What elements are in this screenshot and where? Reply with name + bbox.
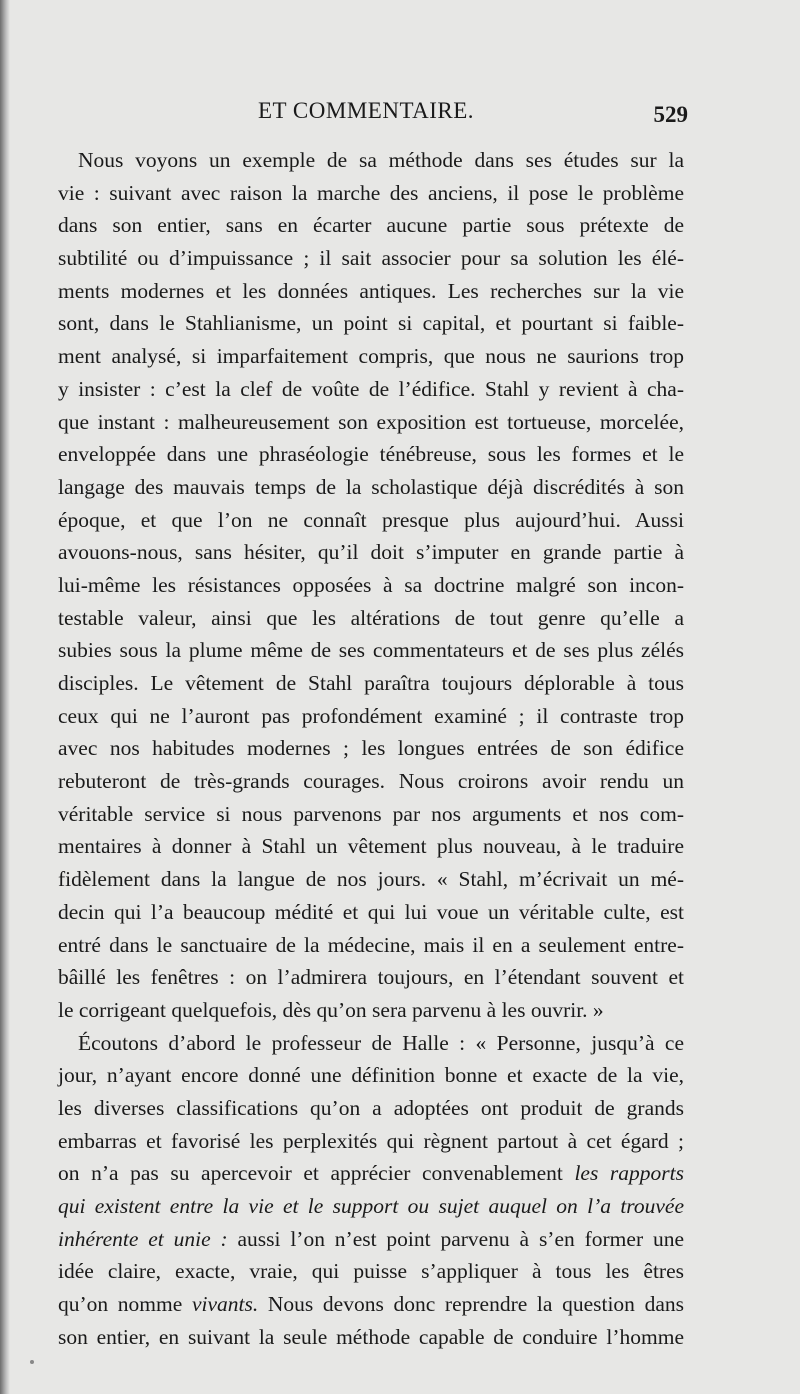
text-span: vie : suivant avec raison la marche des anciens, il pose le problème (58, 180, 684, 205)
text-span: Écoutons d’abord le professeur de Halle : « Personne, jusqu’à ce (78, 1030, 684, 1055)
text-span: sont, dans le Stahlianisme, un point si capital, et pourtant si faible- (58, 311, 684, 336)
page-binding-shadow (0, 0, 10, 1394)
text-line (58, 1157, 684, 1190)
text-span: idée claire, exacte, vraie, qui puisse s’appliquer à tous les êtres (58, 1259, 684, 1284)
italic-span: qui existent entre la vie et le support ou sujet auquel on l’a trouvée (58, 1194, 684, 1218)
text-span: véritable service si nous parvenons par nos arguments et nos com- (58, 801, 684, 826)
text-line (58, 1255, 684, 1288)
text-span: subtilité ou d’impuissance ; il sait associer pour sa solution les élé- (58, 246, 684, 271)
text-line (58, 275, 684, 308)
text-span: Nous voyons un exemple de sa méthode dans ses études sur la (78, 148, 684, 172)
text-line (58, 144, 684, 177)
italic-span: les rapports (574, 1161, 684, 1186)
text-line (58, 765, 684, 798)
text-line (58, 732, 684, 765)
text-line (58, 961, 684, 994)
text-span: ment analysé, si imparfaitement compris, que nous ne saurions trop (58, 344, 684, 369)
text-line (58, 1190, 684, 1223)
text-span: époque, et que l’on ne connaît presque plus aujourd’hui. Aussi (58, 507, 684, 532)
text-line (58, 634, 684, 667)
text-span: qu’on nomme (58, 1292, 192, 1317)
text-span: lui-même les résistances opposées à sa doctrine malgré son incon- (58, 572, 684, 597)
text-span: testable valeur, ainsi que les altérations de tout genre qu’elle a (58, 605, 684, 630)
text-line (58, 504, 684, 537)
text-line (58, 307, 684, 340)
text-line (58, 373, 684, 406)
text-line (58, 1027, 684, 1060)
text-span: y insister : c’est la clef de voûte de l’édifice. Stahl y revient à cha- (58, 376, 684, 401)
text-span: Nous devons donc reprendre la question dans (258, 1292, 684, 1317)
page-number: 529 (653, 102, 688, 127)
text-span: les diverses classifications qu’on a adoptées ont produit de grands (58, 1095, 684, 1120)
text-line (58, 1059, 684, 1092)
text-line (58, 209, 684, 242)
text-span: disciples. Le vêtement de Stahl paraîtra toujours déplorable à tous (58, 671, 684, 695)
text-line (58, 242, 684, 275)
speck (30, 1360, 34, 1364)
text-line (58, 438, 684, 471)
text-line (58, 471, 684, 504)
text-span: decin qui l’a beaucoup médité et qui lui voue un véritable culte, est (58, 899, 684, 924)
page-header (58, 98, 688, 138)
text-line (58, 536, 684, 569)
text-line (58, 1288, 684, 1321)
text-line (58, 602, 684, 635)
text-line (58, 1321, 684, 1354)
text-span: bâillé les fenêtres : on l’admirera toujours, en l’étendant souvent et (58, 965, 684, 990)
italic-span: inhérente et unie : (58, 1226, 228, 1251)
text-span: subies sous la plume même de ses commentateurs et de ses plus zélés (58, 638, 684, 663)
text-span: ments modernes et les données antiques. Les recherches sur la vie (58, 278, 684, 303)
text-span: que instant : malheureusement son exposition est tortueuse, morcelée, (58, 409, 684, 434)
text-span: on n’a pas su apercevoir et apprécier convenablement (58, 1161, 575, 1186)
text-span: embarras et favorisé les perplexités qui règnent partout à cet égard ; (58, 1128, 684, 1153)
text-span: ceux qui ne l’auront pas profondément examiné ; il contraste trop (58, 703, 684, 728)
text-line (58, 700, 684, 733)
text-line (58, 994, 684, 1027)
text-span: jour, n’ayant encore donné une définition bonne et exacte de la vie, (58, 1063, 684, 1088)
text-line (58, 896, 684, 929)
text-span: avouons-nous, sans hésiter, qu’il doit s’imputer en grande partie à (58, 540, 684, 565)
running-title: ET COMMENTAIRE. (258, 98, 475, 123)
text-line (58, 340, 684, 373)
text-span: entré dans le sanctuaire de la médecine, mais il en a seulement entre- (58, 932, 684, 957)
text-line (58, 929, 684, 962)
text-span: enveloppée dans une phraséologie ténébreuse, sous les formes et le (58, 442, 684, 467)
body-text (58, 144, 684, 1353)
text-span: dans son entier, sans en écarter aucune partie sous prétexte de (58, 213, 684, 238)
text-span: langage des mauvais temps de la scholastique déjà discrédités à son (58, 474, 684, 499)
text-span: le corrigeant quelquefois, dès qu’on sera parvenu à les ouvrir. » (58, 997, 604, 1022)
text-line (58, 667, 684, 700)
text-line (58, 1125, 684, 1158)
text-span: rebuteront de très-grands courages. Nous croirons avoir rendu un (58, 769, 684, 794)
text-line (58, 1092, 684, 1125)
text-line (58, 569, 684, 602)
text-span: mentaires à donner à Stahl un vêtement plus nouveau, à le traduire (58, 834, 684, 859)
text-span: son entier, en suivant la seule méthode capable de conduire l’homme (58, 1324, 684, 1349)
text-line (58, 863, 684, 896)
text-line (58, 798, 684, 831)
italic-span: vivants. (191, 1292, 259, 1317)
text-line (58, 830, 684, 863)
text-span: aussi l’on n’est point parvenu à s’en former une (227, 1226, 684, 1251)
text-span: fidèlement dans la langue de nos jours. « Stahl, m’écrivait un mé- (58, 867, 684, 892)
text-line (58, 1223, 684, 1256)
text-line (58, 177, 684, 210)
text-line (58, 406, 684, 439)
text-span: avec nos habitudes modernes ; les longues entrées de son édifice (58, 736, 684, 761)
